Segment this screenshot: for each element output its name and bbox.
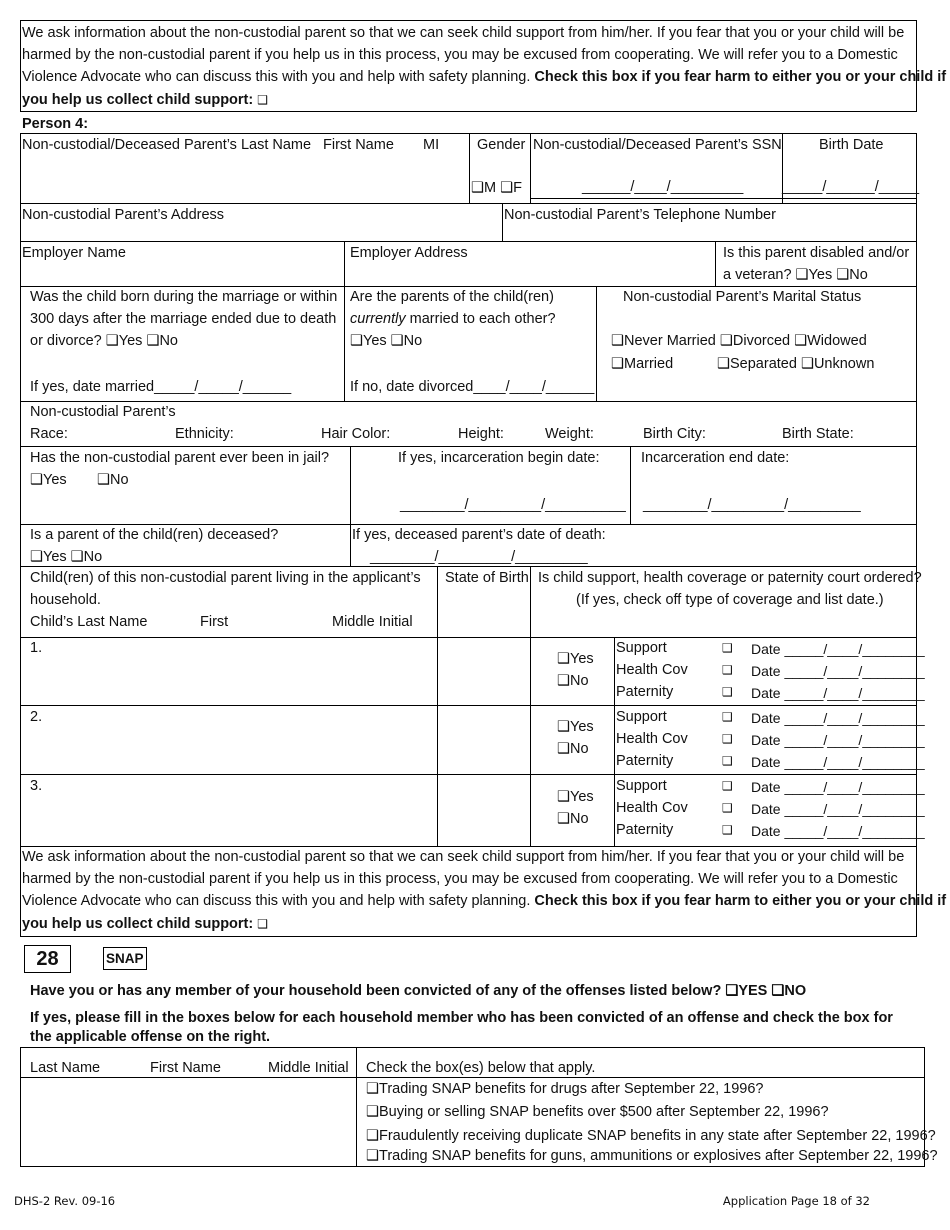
married-line-1: Are the parents of the child(ren) <box>350 289 554 305</box>
incarceration-begin-label: If yes, incarceration begin date: <box>398 450 600 466</box>
birth-state-label: Birth State: <box>782 426 854 442</box>
type-health-cov-label: Health Cov <box>616 662 688 678</box>
col-first-name: First Name <box>150 1060 221 1076</box>
disabled-line-1: Is this parent disabled and/or <box>723 245 910 261</box>
jail-yes-checkbox[interactable]: ❑Yes <box>30 472 67 488</box>
instruction-line-1: If yes, please fill in the boxes below for each household member who has been convicted of an offense and check the box for <box>30 1010 893 1026</box>
notice-line-2: harmed by the non-custodial parent if you help us in this process, you may be excused from cooperating. We will refer you to a Domestic <box>22 871 898 887</box>
paternity-checkbox[interactable]: ❑ <box>722 754 733 768</box>
children-header-line-1: Child(ren) of this non-custodial parent living in the applicant’s <box>30 570 421 586</box>
date-married-field[interactable]: If yes, date married_____/_____/______ <box>30 379 292 395</box>
notice-line-3: Violence Advocate who can discuss this with you and help with safety planning. Check this box if you fear harm to either you or your child if <box>22 69 947 85</box>
child-row-number: 1. <box>30 640 43 656</box>
court-ordered-yes[interactable]: ❑Yes <box>557 719 594 735</box>
type-health-cov-label: Health Cov <box>616 800 688 816</box>
phone-label: Non-custodial Parent’s Telephone Number <box>504 207 776 223</box>
jail-question: Has the non-custodial parent ever been in jail? <box>30 450 330 466</box>
support-date-field[interactable]: Date _____/____/________ <box>751 710 925 726</box>
section-number: 28 <box>24 945 71 973</box>
paternity-checkbox[interactable]: ❑ <box>722 685 733 699</box>
health-cov-checkbox[interactable]: ❑ <box>722 732 733 746</box>
child-middle-initial-label: Middle Initial <box>332 614 413 630</box>
death-date-label: If yes, deceased parent’s date of death: <box>352 527 606 543</box>
marital-status-label: Non-custodial Parent’s Marital Status <box>623 289 862 305</box>
deceased-question: Is a parent of the child(ren) deceased? <box>30 527 279 543</box>
notice-line-1: We ask information about the non-custodial parent so that we can seek child support from him/her. If you fear that you or your child will be <box>22 25 905 41</box>
col-middle-initial: Middle Initial <box>268 1060 349 1076</box>
form-revision: DHS-2 Rev. 09-16 <box>14 1194 116 1208</box>
col-check: Check the box(es) below that apply. <box>366 1060 596 1076</box>
employer-address-label: Employer Address <box>350 245 468 261</box>
paternity-date-field[interactable]: Date _____/____/________ <box>751 823 925 839</box>
incarceration-end-label: Incarceration end date: <box>641 450 790 466</box>
court-ordered-no[interactable]: ❑No <box>557 741 589 757</box>
currently-married-checkboxes[interactable]: ❑Yes ❑No <box>350 333 423 349</box>
health-cov-date-field[interactable]: Date _____/____/________ <box>751 732 925 748</box>
health-cov-date-field[interactable]: Date _____/____/________ <box>751 801 925 817</box>
child-row-number: 3. <box>30 778 43 794</box>
ssn-field[interactable]: ______/____/_________ <box>582 179 744 195</box>
court-ordered-question: Is child support, health coverage or paternity court ordered? <box>538 570 922 586</box>
mi-label: MI <box>423 137 440 153</box>
incarceration-end-field[interactable]: ________/_________/_________ <box>643 497 861 513</box>
court-ordered-no[interactable]: ❑No <box>557 673 589 689</box>
page-number: Application Page 18 of 32 <box>722 1194 870 1208</box>
offense-option[interactable]: ❑Trading SNAP benefits for guns, ammunitions or explosives after September 22, 1996? <box>366 1148 938 1164</box>
col-last-name: Last Name <box>30 1060 101 1076</box>
date-divorced-field[interactable]: If no, date divorced____/____/______ <box>350 379 595 395</box>
child-row-number: 2. <box>30 709 43 725</box>
court-ordered-yes[interactable]: ❑Yes <box>557 651 594 667</box>
notice-line-4: you help us collect child support: ❑ <box>22 92 269 108</box>
born-during-marriage-checkboxes[interactable]: or divorce? ❑Yes ❑No <box>30 333 178 349</box>
notice-line-1: We ask information about the non-custodial parent so that we can seek child support from him/her. If you fear that you or your child will be <box>22 849 905 865</box>
type-support-label: Support <box>616 778 667 794</box>
fear-harm-checkbox[interactable]: ❑ <box>257 917 269 931</box>
disabled-veteran-checkboxes[interactable]: a veteran? ❑Yes ❑No <box>723 267 868 283</box>
notice-line-4: you help us collect child support: ❑ <box>22 916 269 932</box>
health-cov-checkbox[interactable]: ❑ <box>722 801 733 815</box>
notice-line-3: Violence Advocate who can discuss this with you and help with safety planning. Check this box if you fear harm to either you or your child if <box>22 893 947 909</box>
first-name-label: First Name <box>323 137 394 153</box>
children-header-line-2: household. <box>30 592 101 608</box>
birth-city-label: Birth City: <box>643 426 706 442</box>
birth-date-label: Birth Date <box>819 137 884 153</box>
ethnicity-label: Ethnicity: <box>175 426 234 442</box>
paternity-date-field[interactable]: Date _____/____/________ <box>751 685 925 701</box>
child-first-name-label: First <box>200 614 229 630</box>
race-label: Race: <box>30 426 68 442</box>
offense-option[interactable]: ❑Fraudulently receiving duplicate SNAP benefits in any state after September 22, 1996? <box>366 1128 936 1144</box>
court-ordered-no[interactable]: ❑No <box>557 811 589 827</box>
marital-status-row-2[interactable]: ❑Separated ❑Unknown <box>717 356 875 372</box>
type-paternity-label: Paternity <box>616 684 674 700</box>
ncp-descriptors-label: Non-custodial Parent’s <box>30 404 176 420</box>
hair-color-label: Hair Color: <box>321 426 391 442</box>
paternity-date-field[interactable]: Date _____/____/________ <box>751 754 925 770</box>
last-name-label: Non-custodial/Deceased Parent’s Last Name <box>22 137 312 153</box>
support-checkbox[interactable]: ❑ <box>722 641 733 655</box>
court-ordered-subtext: (If yes, check off type of coverage and list date.) <box>576 592 884 608</box>
instruction-line-2: the applicable offense on the right. <box>30 1029 271 1045</box>
offense-option[interactable]: ❑Trading SNAP benefits for drugs after September 22, 1996? <box>366 1081 764 1097</box>
gender-checkboxes[interactable]: ❑M ❑F <box>471 180 522 196</box>
marital-status-married[interactable]: ❑Married <box>611 356 674 372</box>
support-checkbox[interactable]: ❑ <box>722 710 733 724</box>
health-cov-date-field[interactable]: Date _____/____/________ <box>751 663 925 679</box>
health-cov-checkbox[interactable]: ❑ <box>722 663 733 677</box>
born-line-1: Was the child born during the marriage or within <box>30 289 338 305</box>
support-date-field[interactable]: Date _____/____/________ <box>751 641 925 657</box>
snap-tag: SNAP <box>103 947 147 970</box>
court-ordered-yes[interactable]: ❑Yes <box>557 789 594 805</box>
jail-no-checkbox[interactable]: ❑No <box>97 472 129 488</box>
incarceration-begin-field[interactable]: ________/_________/__________ <box>400 497 626 513</box>
support-date-field[interactable]: Date _____/____/________ <box>751 779 925 795</box>
death-date-field[interactable]: ________/_________/_________ <box>370 549 588 565</box>
marital-status-row-1[interactable]: ❑Never Married ❑Divorced ❑Widowed <box>611 333 867 349</box>
child-last-name-label: Child’s Last Name <box>30 614 148 630</box>
birth-date-field[interactable]: _____/______/_____ <box>782 179 920 195</box>
type-paternity-label: Paternity <box>616 753 674 769</box>
born-line-2: 300 days after the marriage ended due to death <box>30 311 337 327</box>
paternity-checkbox[interactable]: ❑ <box>722 823 733 837</box>
deceased-checkboxes[interactable]: ❑Yes ❑No <box>30 549 103 565</box>
employer-name-label: Employer Name <box>22 245 126 261</box>
support-checkbox[interactable]: ❑ <box>722 779 733 793</box>
offense-option[interactable]: ❑Buying or selling SNAP benefits over $500 after September 22, 1996? <box>366 1104 829 1120</box>
state-of-birth-label: State of Birth <box>445 570 529 586</box>
address-label: Non-custodial Parent’s Address <box>22 207 225 223</box>
notice-line-2: harmed by the non-custodial parent if you help us in this process, you may be excused from cooperating. We will refer you to a Domestic <box>22 47 898 63</box>
weight-label: Weight: <box>545 426 594 442</box>
gender-label: Gender <box>477 137 526 153</box>
person-heading: Person 4: <box>22 116 89 132</box>
ssn-label: Non-custodial/Deceased Parent’s SSN <box>533 137 782 153</box>
type-support-label: Support <box>616 640 667 656</box>
height-label: Height: <box>458 426 504 442</box>
married-line-2: currently married to each other? <box>350 311 556 327</box>
fear-harm-checkbox[interactable]: ❑ <box>257 93 269 107</box>
conviction-question[interactable]: Have you or has any member of your household been convicted of any of the offenses listed below? ❑YES ❑NO <box>30 983 807 999</box>
type-support-label: Support <box>616 709 667 725</box>
type-health-cov-label: Health Cov <box>616 731 688 747</box>
type-paternity-label: Paternity <box>616 822 674 838</box>
